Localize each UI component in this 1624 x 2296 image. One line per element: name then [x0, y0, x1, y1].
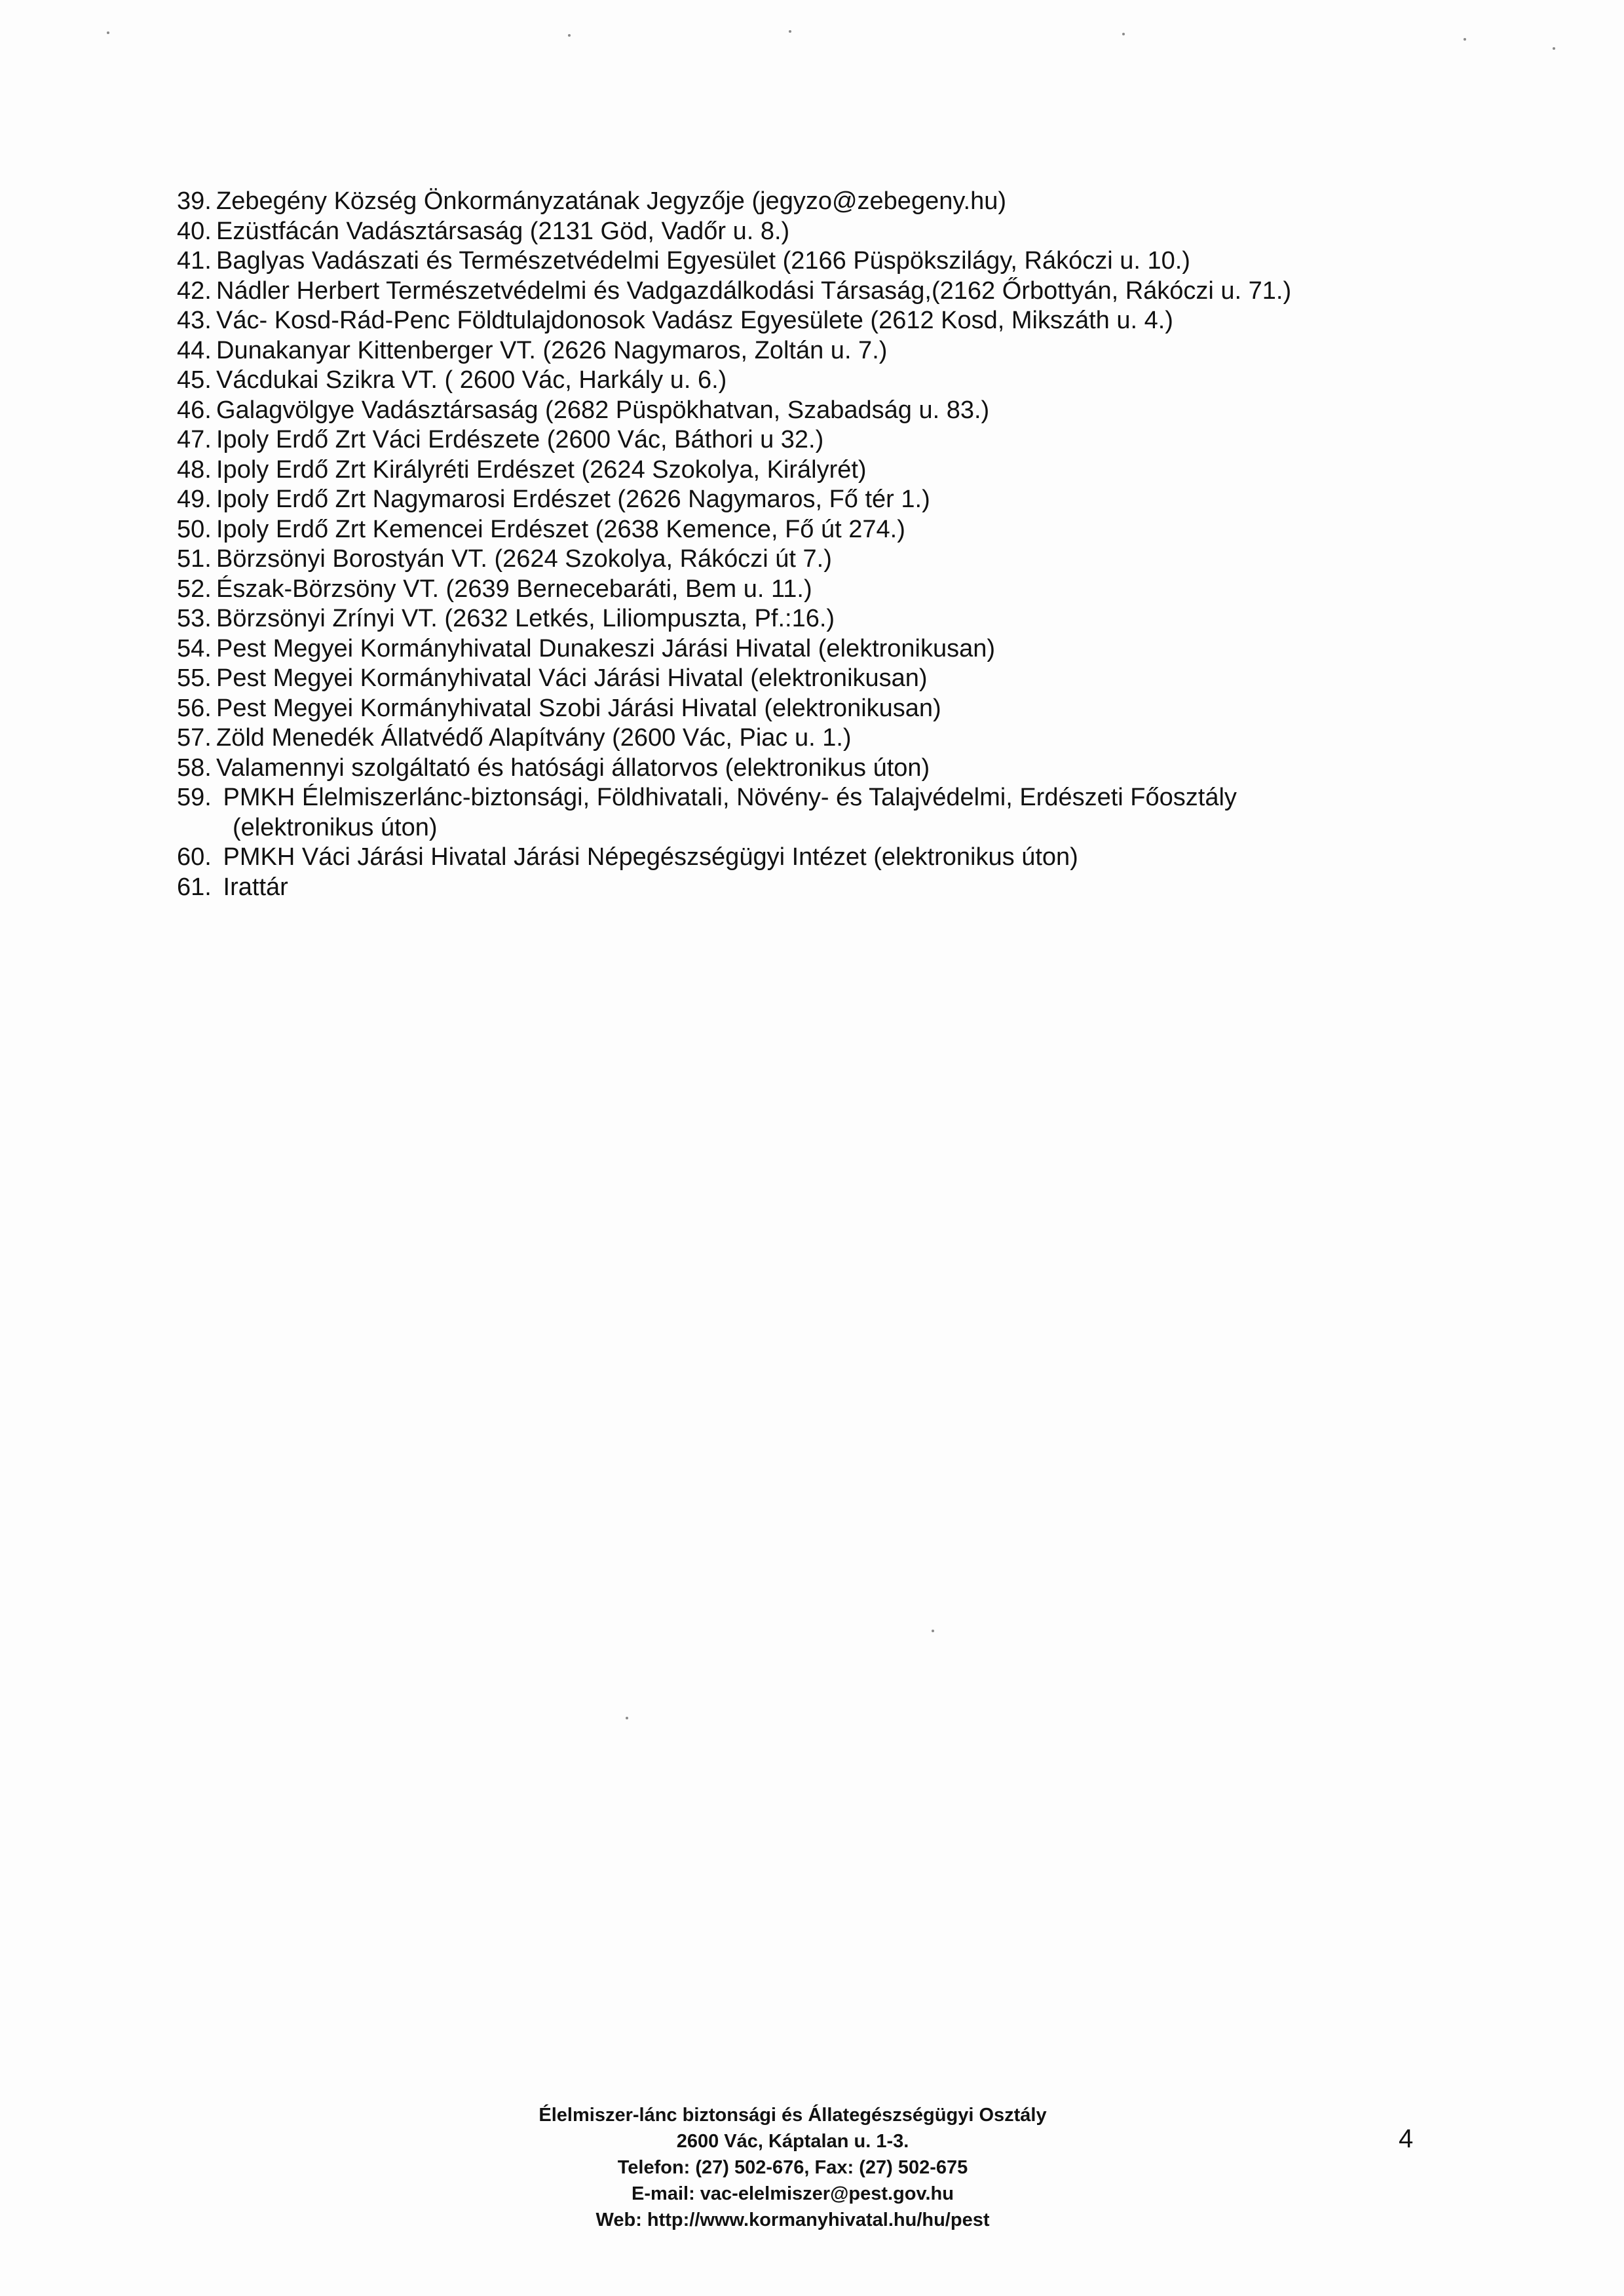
- item-number: 46.: [177, 396, 212, 424]
- item-number: 42.: [177, 277, 212, 305]
- item-number: 59.: [177, 784, 212, 811]
- scan-speck: [1553, 47, 1555, 50]
- item-text: Ipoly Erdő Zrt Királyréti Erdészet (2624 Szokolya, Királyrét): [216, 455, 867, 484]
- item-number: 52.: [177, 575, 212, 603]
- list-item: [177, 783, 1461, 843]
- list-item: [177, 366, 1461, 396]
- list-item: [177, 723, 1461, 754]
- list-item: [177, 604, 1461, 634]
- scan-speck: [789, 30, 791, 33]
- item-text: Ipoly Erdő Zrt Kemencei Erdészet (2638 Kemence, Fő út 274.): [216, 515, 905, 543]
- item-number: 45.: [177, 366, 212, 394]
- item-number: 55.: [177, 664, 212, 692]
- list-item: [177, 396, 1461, 426]
- item-text: Vácdukai Szikra VT. ( 2600 Vác, Harkály u. 6.): [216, 366, 727, 394]
- item-text: Nádler Herbert Természetvédelmi és Vadgazdálkodási Társaság,(2162 Őrbottyán, Rákóczi u. 71.): [216, 277, 1292, 305]
- item-text: Irattár: [216, 873, 288, 901]
- item-number: 41.: [177, 247, 212, 275]
- page-number: 4: [1399, 2124, 1414, 2153]
- page-footer: [459, 2102, 1127, 2233]
- list-item: [177, 634, 1461, 664]
- item-text: Észak-Börzsöny VT. (2639 Bernecebaráti, Bem u. 11.): [216, 575, 812, 603]
- item-number: 57.: [177, 724, 212, 752]
- list-item: [177, 873, 1461, 903]
- list-item: [177, 545, 1461, 575]
- item-text: Pest Megyei Kormányhivatal Váci Járási Hivatal (elektronikusan): [216, 664, 928, 692]
- list-item: [177, 455, 1461, 486]
- item-text: Ipoly Erdő Zrt Váci Erdészete (2600 Vác, Báthori u 32.): [216, 426, 824, 453]
- footer-phone: Telefon: (27) 502-676, Fax: (27) 502-675: [617, 2157, 968, 2178]
- list-item: [177, 694, 1461, 724]
- scan-speck: [932, 1630, 934, 1632]
- item-text: Ipoly Erdő Zrt Nagymarosi Erdészet (2626 Nagymaros, Fő tér 1.): [216, 486, 930, 513]
- item-text: Zebegény Község Önkormányzatának Jegyzője (jegyzo@zebegeny.hu): [216, 187, 1006, 215]
- item-number: 60.: [177, 843, 212, 871]
- scan-speck: [107, 31, 109, 34]
- item-text: Dunakanyar Kittenberger VT. (2626 Nagymaros, Zoltán u. 7.): [216, 336, 888, 364]
- list-item: [177, 277, 1461, 307]
- scan-speck: [1122, 33, 1125, 35]
- item-text: Valamennyi szolgáltató és hatósági állatorvos (elektronikus úton): [216, 754, 930, 782]
- footer-web: Web: http://www.kormanyhivatal.hu/hu/pest: [595, 2210, 990, 2230]
- list-item: [177, 575, 1461, 605]
- item-number: 40.: [177, 217, 212, 245]
- item-number: 50.: [177, 515, 212, 543]
- item-text: PMKH Váci Járási Hivatal Járási Népegészségügyi Intézet (elektronikus úton): [216, 843, 1078, 871]
- scan-speck: [626, 1717, 628, 1719]
- item-number: 39.: [177, 187, 212, 215]
- footer-department: Élelmiszer-lánc biztonsági és Állategészségügyi Osztály: [538, 2105, 1047, 2126]
- item-number: 56.: [177, 694, 212, 722]
- list-item: [177, 515, 1461, 545]
- item-number: 51.: [177, 545, 212, 573]
- list-item: [177, 425, 1461, 455]
- item-text: Pest Megyei Kormányhivatal Dunakeszi Járási Hivatal (elektronikusan): [216, 634, 996, 662]
- list-item: [177, 843, 1461, 873]
- item-number: 47.: [177, 426, 212, 453]
- item-text: Vác- Kosd-Rád-Penc Földtulajdonosok Vadász Egyesülete (2612 Kosd, Mikszáth u. 4.): [216, 307, 1173, 334]
- footer-email: E-mail: vac-elelmiszer@pest.gov.hu: [632, 2183, 954, 2204]
- item-number: 61.: [177, 873, 212, 901]
- distribution-list: [177, 187, 1461, 902]
- list-item: [177, 664, 1461, 694]
- item-number: 44.: [177, 336, 212, 364]
- list-item: [177, 306, 1461, 336]
- item-number: 48.: [177, 455, 212, 484]
- item-number: 54.: [177, 634, 212, 662]
- item-number: 49.: [177, 486, 212, 513]
- scan-speck: [568, 34, 571, 37]
- item-text: Börzsönyi Borostyán VT. (2624 Szokolya, Rákóczi út 7.): [216, 545, 832, 573]
- item-text: Pest Megyei Kormányhivatal Szobi Járási Hivatal (elektronikusan): [216, 694, 941, 722]
- item-number: 53.: [177, 605, 212, 632]
- item-text-continuation: (elektronikus úton): [233, 813, 438, 841]
- list-item: [177, 246, 1461, 277]
- list-item: [177, 187, 1461, 217]
- list-item: [177, 485, 1461, 515]
- footer-address: 2600 Vác, Káptalan u. 1-3.: [676, 2131, 909, 2152]
- item-number: 58.: [177, 754, 212, 782]
- item-text: Börzsönyi Zrínyi VT. (2632 Letkés, Liliompuszta, Pf.:16.): [216, 605, 835, 632]
- item-number: 43.: [177, 307, 212, 334]
- item-text: PMKH Élelmiszerlánc-biztonsági, Földhivatali, Növény- és Talajvédelmi, Erdészeti Főosztály: [216, 784, 1237, 811]
- item-text: Ezüstfácán Vadásztársaság (2131 Göd, Vadőr u. 8.): [216, 217, 790, 245]
- scan-speck: [1463, 38, 1466, 41]
- list-item: [177, 217, 1461, 247]
- list-item: [177, 754, 1461, 784]
- list-item: [177, 336, 1461, 366]
- item-text: Galagvölgye Vadásztársaság (2682 Püspökhatvan, Szabadság u. 83.): [216, 396, 990, 424]
- item-text: Zöld Menedék Állatvédő Alapítvány (2600 Vác, Piac u. 1.): [216, 724, 852, 752]
- item-text: Baglyas Vadászati és Természetvédelmi Egyesület (2166 Püspökszilágy, Rákóczi u. 10.): [216, 247, 1190, 275]
